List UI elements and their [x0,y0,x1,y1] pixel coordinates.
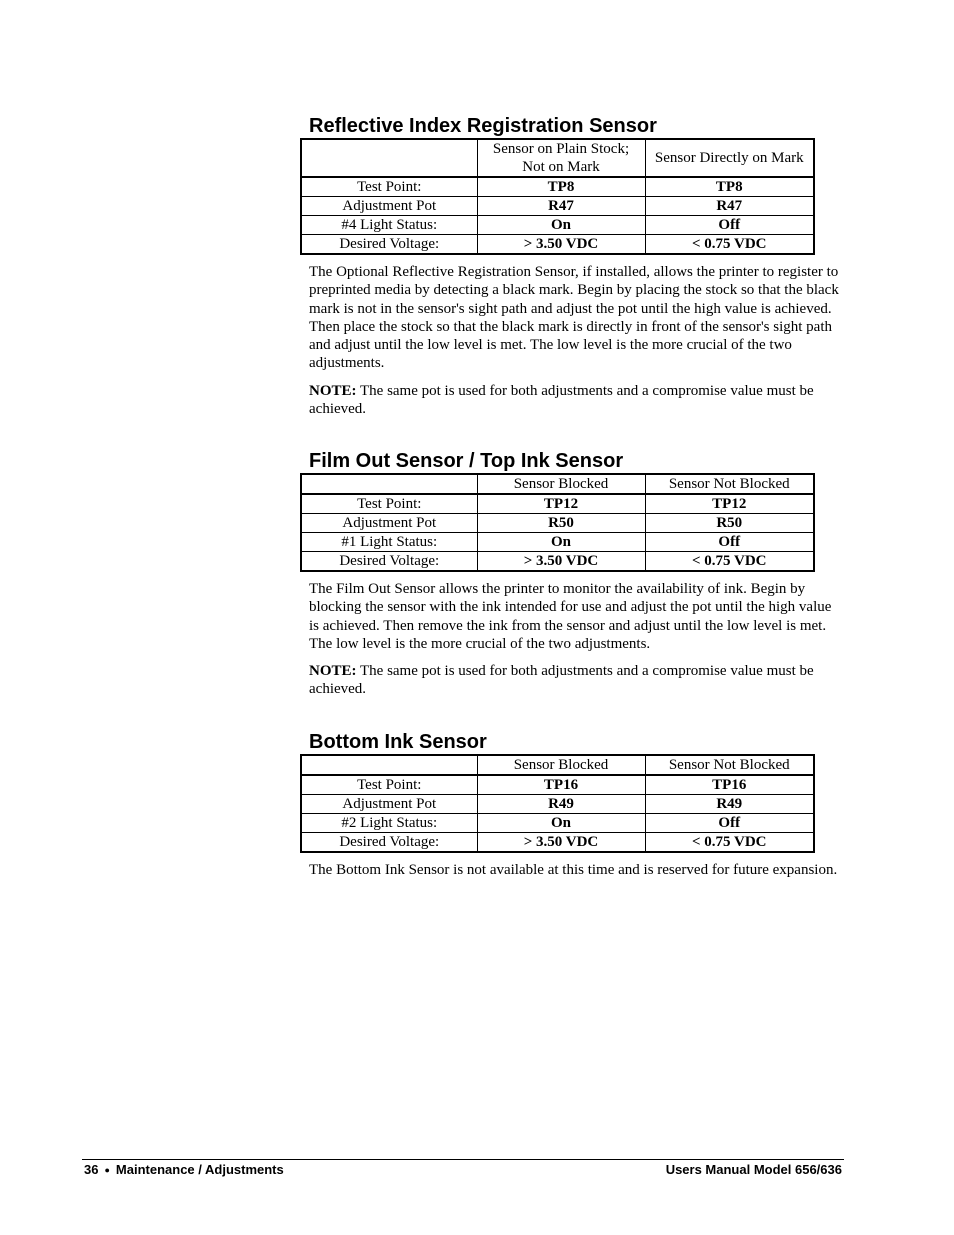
section-paragraph: The Bottom Ink Sensor is not available at this time and is reserved for future expansion. [309,862,838,878]
row-label: Desired Voltage: [301,833,477,853]
section-reflective-sensor [300,114,840,418]
note-text: The same pot is used for both adjustments and a compromise value must be achieved. [309,663,814,698]
section-paragraph: The Film Out Sensor allows the printer to monitor the availability of ink. Begin by blocking the sensor with the ink intended for use and adjust the pot until the high value is achieved. Then remove the ink from the sensor and adjust until the low level is met. The low level is the more crucial of the two adjustments. [309,581,832,652]
row-value: < 0.75 VDC [645,833,814,853]
sensor-table [300,754,815,853]
header-cell: Sensor Blocked [477,755,645,775]
table-row [301,795,814,814]
note-label: NOTE: [309,663,357,680]
row-label: #4 Light Status: [301,216,477,235]
row-label: Adjustment Pot [301,197,477,216]
row-label: Test Point: [301,177,477,197]
header-cell: Sensor Directly on Mark [645,139,814,177]
row-value: Off [645,814,814,833]
sensor-table [300,138,815,255]
footer-left [84,1162,284,1178]
row-value: TP12 [645,494,814,514]
row-value: R47 [477,197,645,216]
table-row [301,216,814,235]
header-cell: Sensor Not Blocked [645,755,814,775]
row-value: On [477,533,645,552]
table-row [301,235,814,255]
table-row [301,494,814,514]
row-value: > 3.50 VDC [477,552,645,572]
row-value: R50 [645,514,814,533]
table-row [301,833,814,853]
row-value: On [477,814,645,833]
footer-section-title: Maintenance / Adjustments [115,1162,284,1177]
row-value: > 3.50 VDC [477,235,645,255]
row-value: TP8 [645,177,814,197]
row-value: R50 [477,514,645,533]
row-label: Test Point: [301,494,477,514]
row-value: TP16 [477,775,645,795]
table-row [301,514,814,533]
section-heading: Bottom Ink Sensor [309,731,487,753]
table-header-row [301,139,814,177]
table-row [301,814,814,833]
page-number: 36 [84,1162,99,1177]
table-header-row [301,755,814,775]
row-value: < 0.75 VDC [645,235,814,255]
row-value: R47 [645,197,814,216]
row-value: R49 [645,795,814,814]
row-value: R49 [477,795,645,814]
table-row [301,533,814,552]
sensor-table [300,473,815,572]
row-label: Adjustment Pot [301,795,477,814]
header-cell: Sensor Not Blocked [645,474,814,494]
row-value: TP12 [477,494,645,514]
footer-divider [82,1159,844,1160]
note-text: The same pot is used for both adjustments and a compromise value must be achieved. [309,382,814,418]
row-value: < 0.75 VDC [645,552,814,572]
section-heading: Reflective Index Registration Sensor [309,115,657,137]
header-blank-cell [301,139,477,177]
header-cell: Sensor on Plain Stock; Not on Mark [477,139,645,177]
footer-manual-title: Users Manual Model 656/636 [665,1162,842,1177]
row-value: Off [645,533,814,552]
row-label: Desired Voltage: [301,235,477,255]
header-blank-cell [301,474,477,494]
note-label: NOTE: [309,382,357,399]
row-label: #1 Light Status: [301,533,477,552]
row-label: Test Point: [301,775,477,795]
row-label: Adjustment Pot [301,514,477,533]
table-row [301,552,814,572]
header-blank-cell [301,755,477,775]
header-cell: Sensor Blocked [477,474,645,494]
row-label: Desired Voltage: [301,552,477,572]
section-film-out-sensor [300,449,840,699]
row-value: On [477,216,645,235]
table-row [301,775,814,795]
note-paragraph [309,662,841,699]
bullet-icon: ● [104,1165,110,1175]
section-bottom-ink-sensor [300,730,840,879]
table-header-row [301,474,814,494]
row-value: TP8 [477,177,645,197]
row-label: #2 Light Status: [301,814,477,833]
table-row [301,177,814,197]
row-value: > 3.50 VDC [477,833,645,853]
section-heading: Film Out Sensor / Top Ink Sensor [309,450,624,472]
row-value: TP16 [645,775,814,795]
row-value: Off [645,216,814,235]
note-paragraph [309,382,841,419]
section-paragraph: The Optional Reflective Registration Sensor, if installed, allows the printer to register to preprinted media by detecting a black mark. Begin by placing the stock so that the black mark is not in the sensor's sight path and adjust the pot until the high value is achieved. Then place the stock so that the black mark is directly in front of the sensor's sight path and adjust until the low level is met. The low level is the more crucial of the two adjustments. [309,264,839,372]
table-row [301,197,814,216]
